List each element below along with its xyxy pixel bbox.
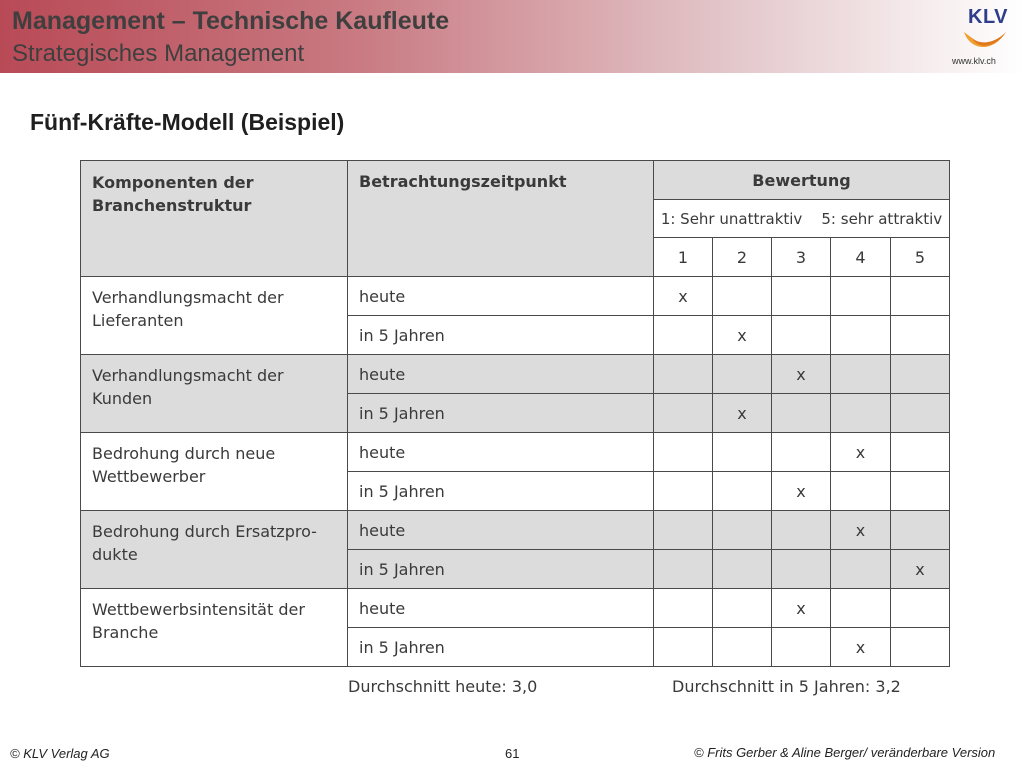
rating-cell [891,355,950,394]
klv-logo [950,4,1020,70]
time-label: in 5 Jahren [348,550,654,589]
rating-cell [713,589,772,628]
rating-cell: x [831,433,891,472]
rating-cell [891,589,950,628]
logo-text: KLV [968,6,1009,28]
time-label: heute [348,511,654,550]
scale-number: 4 [831,238,891,277]
rating-cell: x [654,277,713,316]
time-label: heute [348,277,654,316]
rating-cell [654,628,713,667]
average-five-years: Durchschnitt in 5 Jahren: 3,2 [672,677,901,696]
rating-cell [831,277,891,316]
rating-cell [654,394,713,433]
scale-number: 1 [654,238,713,277]
rating-cell [772,394,831,433]
rating-cell [713,628,772,667]
scale-number: 2 [713,238,772,277]
rating-cell [891,628,950,667]
scale-high: 5: sehr attraktiv [821,209,943,228]
table-row [81,511,950,550]
klv-swoosh-icon [962,28,1008,56]
header-banner [0,0,1024,73]
rating-cell [654,511,713,550]
rating-cell [772,628,831,667]
rating-cell: x [772,589,831,628]
table-row [81,589,950,628]
rating-scale [654,200,950,238]
rating-cell: x [831,628,891,667]
table-row [81,277,950,316]
component-label: Verhandlungsmacht der Lieferanten [81,277,348,355]
rating-cell [654,355,713,394]
component-label: Verhandlungsmacht der Kunden [81,355,348,433]
rating-cell [831,316,891,355]
time-label: heute [348,589,654,628]
rating-cell [654,316,713,355]
slide-title: Fünf-Kräfte-Modell (Beispiel) [30,109,345,135]
rating-cell [713,550,772,589]
rating-cell [713,472,772,511]
rating-cell [772,550,831,589]
time-label: in 5 Jahren [348,472,654,511]
five-forces-table [80,160,950,667]
table-row [81,433,950,472]
header-time: Betrachtungszeitpunkt [348,161,654,277]
rating-cell [891,472,950,511]
rating-cell [891,394,950,433]
page-number: 61 [505,746,520,761]
rating-cell [713,355,772,394]
header-subtitle: Strategisches Management [12,40,305,67]
rating-cell [772,511,831,550]
time-label: in 5 Jahren [348,394,654,433]
component-label: Bedrohung durch Ersatzpro-dukte [81,511,348,589]
rating-cell [713,511,772,550]
logo-url: www.klv.ch [952,56,996,66]
footer-authors: © Frits Gerber & Aline Berger/ veränderbare Version [694,745,996,760]
rating-cell: x [831,511,891,550]
rating-cell [772,316,831,355]
header-components: Komponenten der Branchenstruktur [81,161,348,277]
rating-cell: x [891,550,950,589]
header-title: Management – Technische Kaufleute [12,7,450,35]
rating-cell [654,433,713,472]
rating-cell [713,277,772,316]
scale-number: 3 [772,238,831,277]
header-rating: Bewertung [654,161,950,200]
rating-cell [831,394,891,433]
rating-cell [831,550,891,589]
rating-cell [654,589,713,628]
time-label: heute [348,355,654,394]
rating-cell [891,511,950,550]
table-row [81,355,950,394]
component-label: Bedrohung durch neue Wettbewerber [81,433,348,511]
time-label: in 5 Jahren [348,316,654,355]
scale-number: 5 [891,238,950,277]
rating-cell: x [713,394,772,433]
rating-cell [654,550,713,589]
time-label: in 5 Jahren [348,628,654,667]
rating-cell: x [772,355,831,394]
component-label: Wettbewerbsintensität der Branche [81,589,348,667]
rating-cell: x [713,316,772,355]
time-label: heute [348,433,654,472]
footer-copyright: © KLV Verlag AG [10,746,110,761]
rating-cell [772,433,831,472]
rating-cell [891,433,950,472]
rating-cell [891,316,950,355]
rating-cell [831,355,891,394]
rating-cell [831,589,891,628]
scale-low: 1: Sehr unattraktiv [660,209,803,228]
rating-cell [891,277,950,316]
average-today: Durchschnitt heute: 3,0 [348,677,538,696]
rating-cell: x [772,472,831,511]
rating-cell [831,472,891,511]
rating-cell [654,472,713,511]
rating-cell [772,277,831,316]
rating-cell [713,433,772,472]
